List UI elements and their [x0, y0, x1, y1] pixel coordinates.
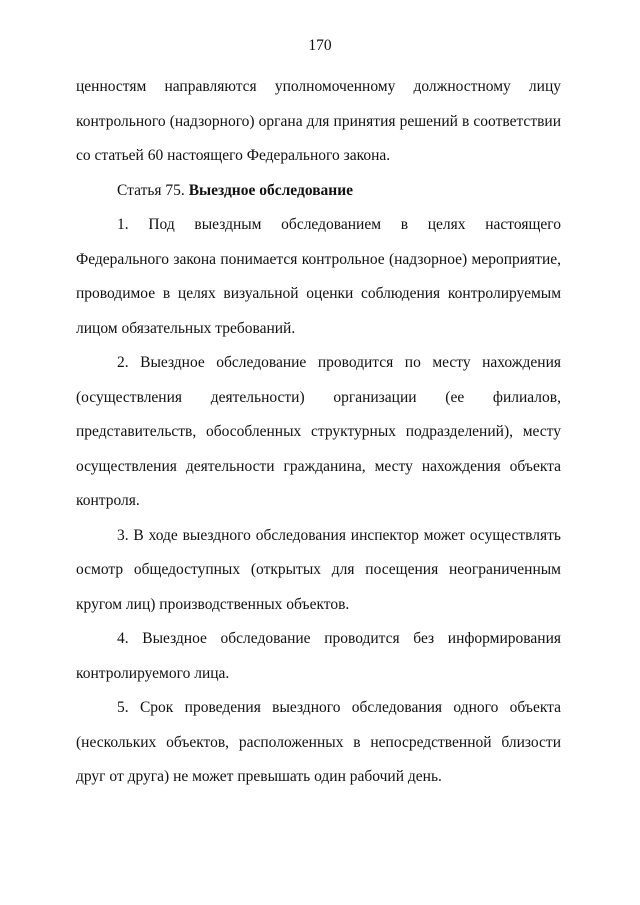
article-number: Статья 75.	[117, 181, 189, 199]
page-number: 170	[308, 37, 332, 54]
article-heading	[76, 174, 561, 209]
paragraph-4: 4. Выездное обследование проводится без информирования контролируемого лица.	[76, 630, 561, 682]
paragraph-2: 2. Выездное обследование проводится по месту нахождения (осуществления деятельности) организации (ее филиалов, представительств, обособленных структурных подразделений), месту осуществления деятельности гражданина, месту нахождения объекта контроля.	[76, 354, 561, 509]
paragraph-continuation: ценностям направляются уполномоченному должностному лицу контрольного (надзорного) органа для принятия решений в соответствии со статьей 60 настоящего Федерального закона.	[76, 78, 561, 164]
paragraph-1: 1. Под выездным обследованием в целях настоящего Федерального закона понимается контрольное (надзорное) мероприятие, проводимое в целях визуальной оценки соблюдения контролируемым лицом обязательных требований.	[76, 216, 561, 337]
article-title: Выездное обследование	[188, 181, 354, 199]
paragraph-3: 3. В ходе выездного обследования инспектор может осуществлять осмотр общедоступных (открытых для посещения неограниченным кругом лиц) производственных объектов.	[76, 526, 561, 613]
paragraph-5: 5. Срок проведения выездного обследования одного объекта (нескольких объектов, расположенных в непосредственной близости друг от друга) не может превышать один рабочий день.	[76, 699, 561, 785]
document-body	[76, 70, 561, 795]
